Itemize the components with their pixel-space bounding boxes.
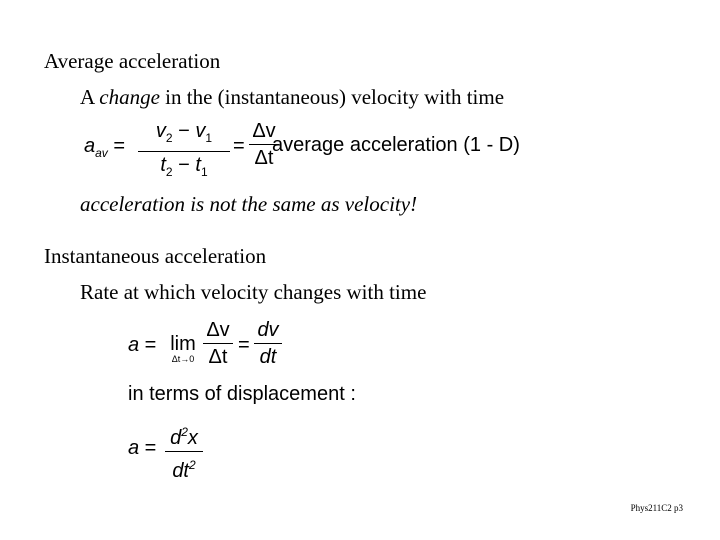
limit-lhs: a = [128,334,157,356]
desc-prefix: A [80,85,95,109]
fraction-dv-over-dt-derivative: dv dt [254,319,282,368]
limit-operator: lim Δt→0 [170,333,196,364]
lhs-symbol: a [84,135,96,157]
desc-emphasis: change [99,85,160,109]
limit-equals: = [238,334,250,356]
second-derivative-lhs: a = [128,437,157,459]
equals-sign: = [233,135,245,157]
desc-suffix: in the (instantaneous) velocity with time [165,85,505,109]
average-formula-caption: average acceleration (1 - D) [272,134,520,156]
fraction-dv-over-dt: Δv Δt [249,120,279,169]
fraction-d2x-over-dt2: $d^2x$ $dt^2$ [165,421,203,482]
displacement-label: in terms of displacement : [128,383,356,405]
instantaneous-description: Rate at which velocity changes with time [80,280,427,304]
heading-instantaneous-acceleration: Instantaneous acceleration [44,244,267,268]
average-description [80,85,504,110]
heading-average-acceleration: Average acceleration [44,49,221,73]
velocity-note: acceleration is not the same as velocity! [80,192,418,216]
slide-footer: Phys211C2 p3 [630,503,683,513]
formula-lhs: $a_{av}$ = [84,135,126,160]
lhs-subscript: av [95,146,108,160]
fraction-v2-v1-over-t2-t1: $v_2 - v_1$ $t_2 - t_1$ [138,120,230,183]
fraction-delta-v-over-delta-t: Δv Δt [203,319,233,368]
